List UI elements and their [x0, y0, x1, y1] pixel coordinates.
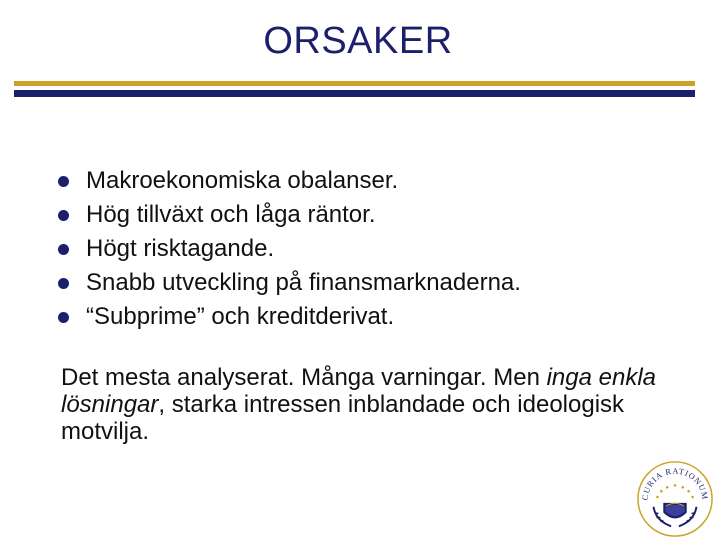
summary-emphasis: inga enkla lösningar [61, 364, 656, 418]
summary-text-start: Det mesta analyserat. Många varningar. Men [61, 364, 547, 391]
bullet-item [58, 198, 521, 232]
seal-lettering: CURIA RATIONUM [640, 466, 710, 501]
bullet-item [58, 300, 521, 334]
title-divider-gold [14, 81, 695, 86]
title-divider-navy [14, 90, 695, 97]
court-seal-icon [636, 460, 714, 538]
bullet-icon [58, 210, 69, 221]
summary-paragraph [61, 364, 701, 445]
bullet-item [58, 266, 521, 300]
bullet-list [58, 164, 521, 334]
bullet-text: Hög tillväxt och låga räntor. [86, 201, 376, 228]
bullet-item [58, 164, 521, 198]
bullet-icon [58, 244, 69, 255]
slide-title: ORSAKER [263, 20, 453, 62]
bullet-text: “Subprime” och kreditderivat. [86, 303, 395, 330]
bullet-text: Snabb utveckling på finansmarknaderna. [86, 269, 521, 296]
bullet-text: Högt risktagande. [86, 235, 275, 262]
bullet-icon [58, 176, 69, 187]
bullet-icon [58, 278, 69, 289]
bullet-icon [58, 312, 69, 323]
bullet-item [58, 232, 521, 266]
summary-text-end: , starka intressen inblandade och ideologisk motvilja. [61, 391, 625, 445]
bullet-text: Makroekonomiska obalanser. [86, 167, 399, 194]
